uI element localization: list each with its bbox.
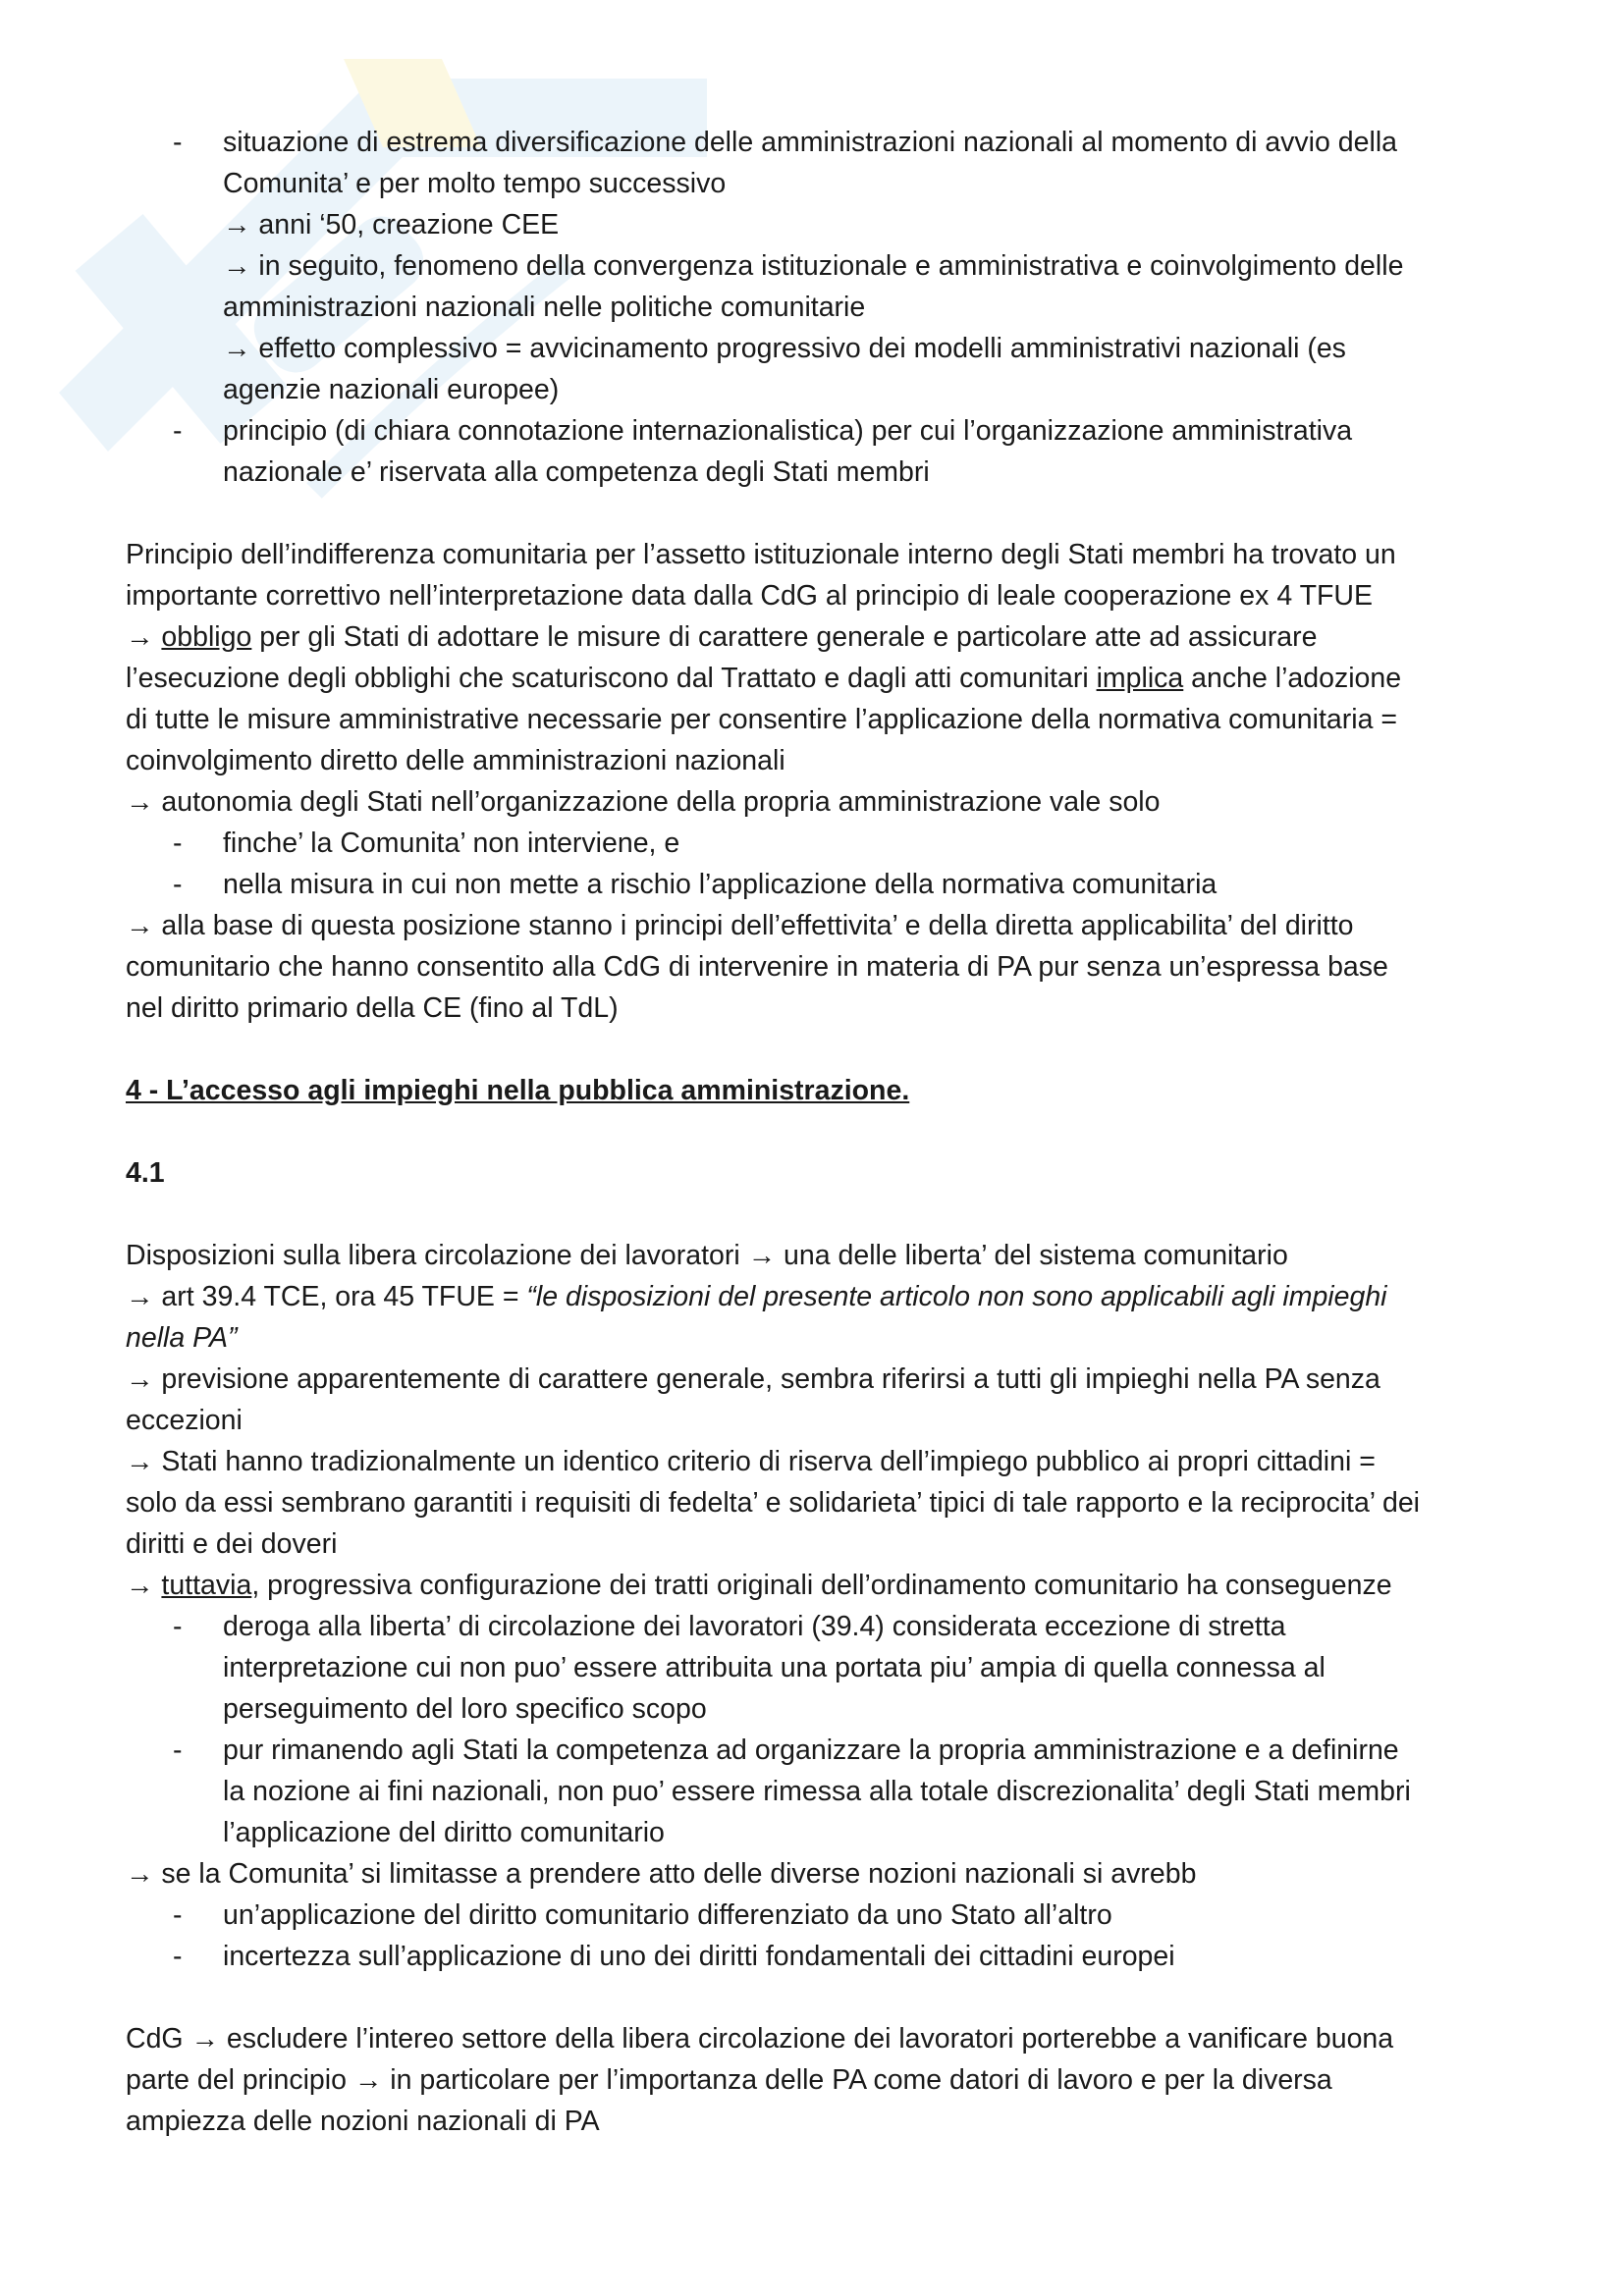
- paragraph-indifferenza: [126, 534, 1520, 1029]
- list-item: [126, 1606, 1520, 1730]
- text-line: diritti e dei doveri: [126, 1528, 338, 1560]
- subsection-heading: 4.1: [126, 1157, 165, 1189]
- bullet-dash: -: [173, 127, 183, 158]
- list-item-line: nazionale e’ riservata alla competenza degli Stati membri: [223, 456, 930, 488]
- list-item-line: la nozione ai fini nazionali, non puo’ essere rimessa alla totale discrezionalita’ degli Stati membri: [223, 1776, 1411, 1807]
- list-item: [126, 823, 1520, 864]
- bullet-dash: -: [173, 1735, 183, 1766]
- text-line: → se la Comunita’ si limitasse a prendere atto delle diverse nozioni nazionali si avrebb: [126, 1858, 1197, 1890]
- list-item-line: un’applicazione del diritto comunitario differenziato da uno Stato all’altro: [223, 1899, 1112, 1931]
- text-line: solo da essi sembrano garantiti i requisiti di fedelta’ e solidarieta’ tipici di tale rapporto e la reciprocita’ dei: [126, 1487, 1421, 1519]
- text-fragment: , progressiva configurazione dei tratti originali dell’ordinamento comunitario ha conseguenze: [251, 1570, 1392, 1601]
- paragraph-cdg: [126, 2018, 1520, 2142]
- text-fragment: → art 39.4 TCE, ora 45 TFUE =: [126, 1281, 527, 1312]
- text-fragment: anche l’adozione: [1183, 663, 1402, 694]
- text-line: → alla base di questa posizione stanno i principi dell’effettivita’ e della diretta applicabilita’ del diritto: [126, 910, 1354, 941]
- bullet-dash: -: [173, 1611, 183, 1642]
- text-line: parte del principio → in particolare per l’importanza delle PA come datori di lavoro e per la diversa: [126, 2064, 1332, 2096]
- text-fragment: per gli Stati di adottare le misure di carattere generale e particolare atte ad assicurare: [251, 621, 1318, 653]
- text-line: di tutte le misure amministrative necessarie per consentire l’applicazione della normativa comunitaria =: [126, 704, 1397, 735]
- list-item: [126, 864, 1520, 905]
- list-item-line: l’applicazione del diritto comunitario: [223, 1817, 665, 1848]
- italic-quote: “le disposizioni del presente articolo non sono applicabili agli impieghi: [526, 1281, 1387, 1312]
- list-item-line: Comunita’ e per molto tempo successivo: [223, 168, 727, 199]
- list-item: [126, 1730, 1520, 1853]
- text-line: comunitario che hanno consentito alla CdG di intervenire in materia di PA pur senza un’espressa base: [126, 951, 1388, 983]
- text-line: [126, 658, 1520, 699]
- list-item-line: deroga alla liberta’ di circolazione dei lavoratori (39.4) considerata eccezione di stretta: [223, 1611, 1286, 1642]
- text-line: coinvolgimento diretto delle amministrazioni nazionali: [126, 745, 785, 776]
- section-heading: 4 - L’accesso agli impieghi nella pubblica amministrazione.: [126, 1075, 910, 1106]
- list-item-line: → in seguito, fenomeno della convergenza istituzionale e amministrativa e coinvolgimento delle: [223, 250, 1404, 282]
- text-line: nel diritto primario della CE (fino al TdL): [126, 992, 619, 1024]
- text-line: eccezioni: [126, 1405, 243, 1436]
- italic-quote: nella PA”: [126, 1322, 238, 1354]
- list-item-line: → effetto complessivo = avvicinamento progressivo dei modelli amministrativi nazionali (es: [223, 333, 1346, 364]
- text-line: [126, 616, 1520, 658]
- list-item-line: agenzie nazionali europee): [223, 374, 560, 405]
- text-line: [126, 1276, 1520, 1317]
- text-line: CdG → escludere l’intereo settore della libera circolazione dei lavoratori porterebbe a vanificare buona: [126, 2023, 1394, 2055]
- list-item-line: finche’ la Comunita’ non interviene, e: [223, 828, 680, 859]
- text-line: Principio dell’indifferenza comunitaria per l’assetto istituzionale interno degli Stati membri ha trovato un: [126, 539, 1396, 570]
- list-item-line: situazione di estrema diversificazione delle amministrazioni nazionali al momento di avvio della: [223, 127, 1397, 158]
- bullet-dash: -: [173, 1941, 183, 1972]
- paragraph-libera-circolazione: [126, 1235, 1520, 1977]
- text-line: → autonomia degli Stati nell’organizzazione della propria amministrazione vale solo: [126, 786, 1161, 818]
- underlined-term: tuttavia: [161, 1570, 252, 1601]
- list-item-line: pur rimanendo agli Stati la competenza ad organizzare la propria amministrazione e a definirne: [223, 1735, 1399, 1766]
- list-item-line: interpretazione cui non puo’ essere attribuita una portata piu’ ampia di quella connessa al: [223, 1652, 1325, 1683]
- list-item-line: perseguimento del loro specifico scopo: [223, 1693, 707, 1725]
- bullet-dash: -: [173, 869, 183, 900]
- text-fragment: l’esecuzione degli obblighi che scaturiscono dal Trattato e dagli atti comunitari: [126, 663, 1097, 694]
- underlined-term: implica: [1096, 663, 1184, 694]
- text-line: ampiezza delle nozioni nazionali di PA: [126, 2106, 600, 2137]
- list-item-line: incertezza sull’applicazione di uno dei diritti fondamentali dei cittadini europei: [223, 1941, 1175, 1972]
- list-item: [126, 410, 1520, 493]
- list-item-line: principio (di chiara connotazione internazionalistica) per cui l’organizzazione amministrativa: [223, 415, 1353, 447]
- list-item: [126, 122, 1520, 410]
- underlined-term: obbligo: [161, 621, 252, 653]
- text-line: Disposizioni sulla libera circolazione dei lavoratori → una delle liberta’ del sistema comunitario: [126, 1240, 1288, 1271]
- document-page: [126, 122, 1520, 2142]
- list-item-line: amministrazioni nazionali nelle politiche comunitarie: [223, 292, 866, 323]
- text-line: importante correttivo nell’interpretazione data dalla CdG al principio di leale cooperazione ex 4 TFUE: [126, 580, 1373, 612]
- list-item-line: nella misura in cui non mette a rischio l’applicazione della normativa comunitaria: [223, 869, 1217, 900]
- text-line: → Stati hanno tradizionalmente un identico criterio di riserva dell’impiego pubblico ai propri cittadini =: [126, 1446, 1376, 1477]
- list-item: [126, 1895, 1520, 1936]
- text-line: → previsione apparentemente di carattere generale, sembra riferirsi a tutti gli impieghi nella PA senza: [126, 1363, 1380, 1395]
- arrow-text: →: [126, 621, 162, 653]
- text-line: [126, 1565, 1520, 1606]
- bullet-dash: -: [173, 828, 183, 859]
- arrow-text: →: [126, 1570, 162, 1601]
- bullet-dash: -: [173, 1899, 183, 1931]
- list-item: [126, 1936, 1520, 1977]
- list-item-line: → anni ‘50, creazione CEE: [223, 209, 560, 240]
- bullet-dash: -: [173, 415, 183, 447]
